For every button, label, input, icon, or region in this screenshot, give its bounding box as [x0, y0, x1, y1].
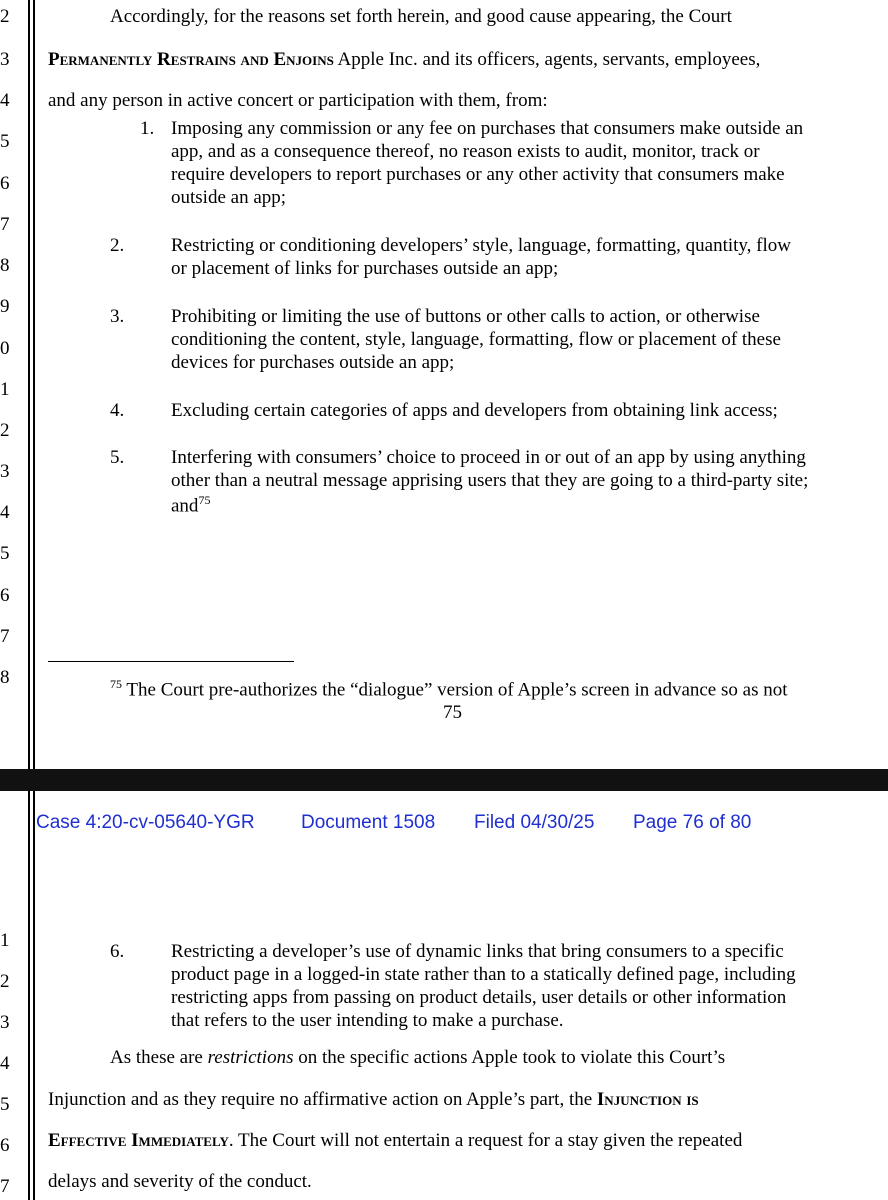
conclusion-line-3: Effective Immediately. The Court will not entertain a request for a stay given the repeated [48, 1130, 743, 1151]
line-number: 9 [0, 296, 10, 317]
list-item-line: Excluding certain categories of apps and developers from obtaining link access; [171, 400, 778, 421]
list-item-line: product page in a logged-in state rather than to a statically defined page, including [171, 964, 796, 985]
margin-rule-left-2 [33, 0, 35, 1200]
line-number: 7 [0, 214, 10, 235]
case-number: Case 4:20-cv-05640-YGR [36, 812, 255, 833]
footnote [110, 677, 788, 701]
filed-date: Filed 04/30/25 [474, 812, 595, 833]
list-item-line: or placement of links for purchases outside an app; [171, 258, 559, 279]
list-item-number: 1. [140, 118, 155, 139]
list-item-line: conditioning the content, style, language, formatting, flow or placement of these [171, 329, 781, 350]
list-item-line: other than a neutral message apprising users that they are going to a third-party site; [171, 470, 809, 491]
page-of-total: Page 76 of 80 [633, 812, 752, 833]
list-item-number: 3. [110, 306, 125, 327]
continuation-paragraph: and any person in active concert or participation with them, from: [48, 90, 548, 111]
list-item-line: restricting apps from passing on product details, user details or other information [171, 987, 787, 1008]
document-number: Document 1508 [301, 812, 436, 833]
list-item-line: Restricting or conditioning developers’ style, language, formatting, quantity, flow [171, 235, 791, 256]
line-number: 1 [0, 930, 10, 951]
line-number: 3 [0, 1012, 10, 1033]
injunction-is-label: Injunction is [596, 1089, 699, 1110]
page-number: 75 [443, 702, 462, 723]
line-number: 7 [0, 1176, 10, 1197]
line-number: 6 [0, 173, 10, 194]
list-item-number: 4. [110, 400, 125, 421]
conclusion-line-1: As these are restrictions on the specific actions Apple took to violate this Court’s [110, 1047, 726, 1068]
list-item-line: Restricting a developer’s use of dynamic links that bring consumers to a specific [171, 941, 784, 962]
line-number: 5 [0, 543, 10, 564]
list-item-line: Prohibiting or limiting the use of buttons or other calls to action, or otherwise [171, 306, 760, 327]
line-number: 6 [0, 1135, 10, 1156]
margin-rule-left-1 [28, 0, 30, 1200]
line-number: 7 [0, 626, 10, 647]
list-item-line-last: and$^{75}$ [171, 493, 211, 517]
line-number: 5 [0, 131, 10, 152]
list-item-line: require developers to report purchases or any other activity that consumers make [171, 164, 785, 185]
page-divider [0, 769, 888, 791]
conclusion-line-2: Injunction and as they require no affirmative action on Apple’s part, the Injunction is [48, 1089, 699, 1110]
enjoin-rest: Apple Inc. and its officers, agents, servants, employees, [333, 49, 761, 70]
line-number: 2 [0, 6, 10, 27]
list-item-line: devices for purchases outside an app; [171, 352, 455, 373]
list-item-number: 5. [110, 447, 125, 468]
line-number: 3 [0, 461, 10, 482]
conclusion-line-4: delays and severity of the conduct. [48, 1171, 312, 1192]
line-number: 8 [0, 255, 10, 276]
line-number: 2 [0, 420, 10, 441]
line-number: 2 [0, 971, 10, 992]
line-number: 4 [0, 502, 10, 523]
line-number: 4 [0, 90, 10, 111]
line-number: 3 [0, 49, 10, 70]
line-number: 4 [0, 1053, 10, 1074]
line-number: 0 [0, 338, 10, 359]
enjoin-line [48, 49, 760, 71]
footnote-rule [48, 661, 294, 662]
restrictions-emphasis: restrictions [207, 1047, 294, 1068]
intro-paragraph: Accordingly, for the reasons set forth herein, and good cause appearing, the Court [110, 6, 732, 27]
list-item-line: app, and as a consequence thereof, no reason exists to audit, monitor, track or [171, 141, 760, 162]
footnote-text: The Court pre-authorizes the “dialogue” version of Apple’s screen in advance so as not [122, 679, 788, 701]
line-number: 5 [0, 1094, 10, 1115]
list-item-number: 2. [110, 235, 125, 256]
line-number: 6 [0, 585, 10, 606]
list-item-line: Imposing any commission or any fee on purchases that consumers make outside an [171, 118, 804, 139]
line-number: 1 [0, 379, 10, 400]
list-item-line: outside an app; [171, 187, 287, 208]
enjoin-label: Permanently Restrains and Enjoins [48, 49, 334, 70]
footnote-reference[interactable]: 75 [198, 493, 211, 507]
list-item-number: 6. [110, 941, 125, 962]
list-item-line: that refers to the user intending to make a purchase. [171, 1010, 564, 1031]
effective-immediately-label: Effective Immediately [48, 1130, 229, 1151]
line-number: 8 [0, 667, 10, 688]
footnote-marker: 75 [110, 677, 122, 691]
list-item-line: Interfering with consumers’ choice to proceed in or out of an app by using anything [171, 447, 806, 468]
